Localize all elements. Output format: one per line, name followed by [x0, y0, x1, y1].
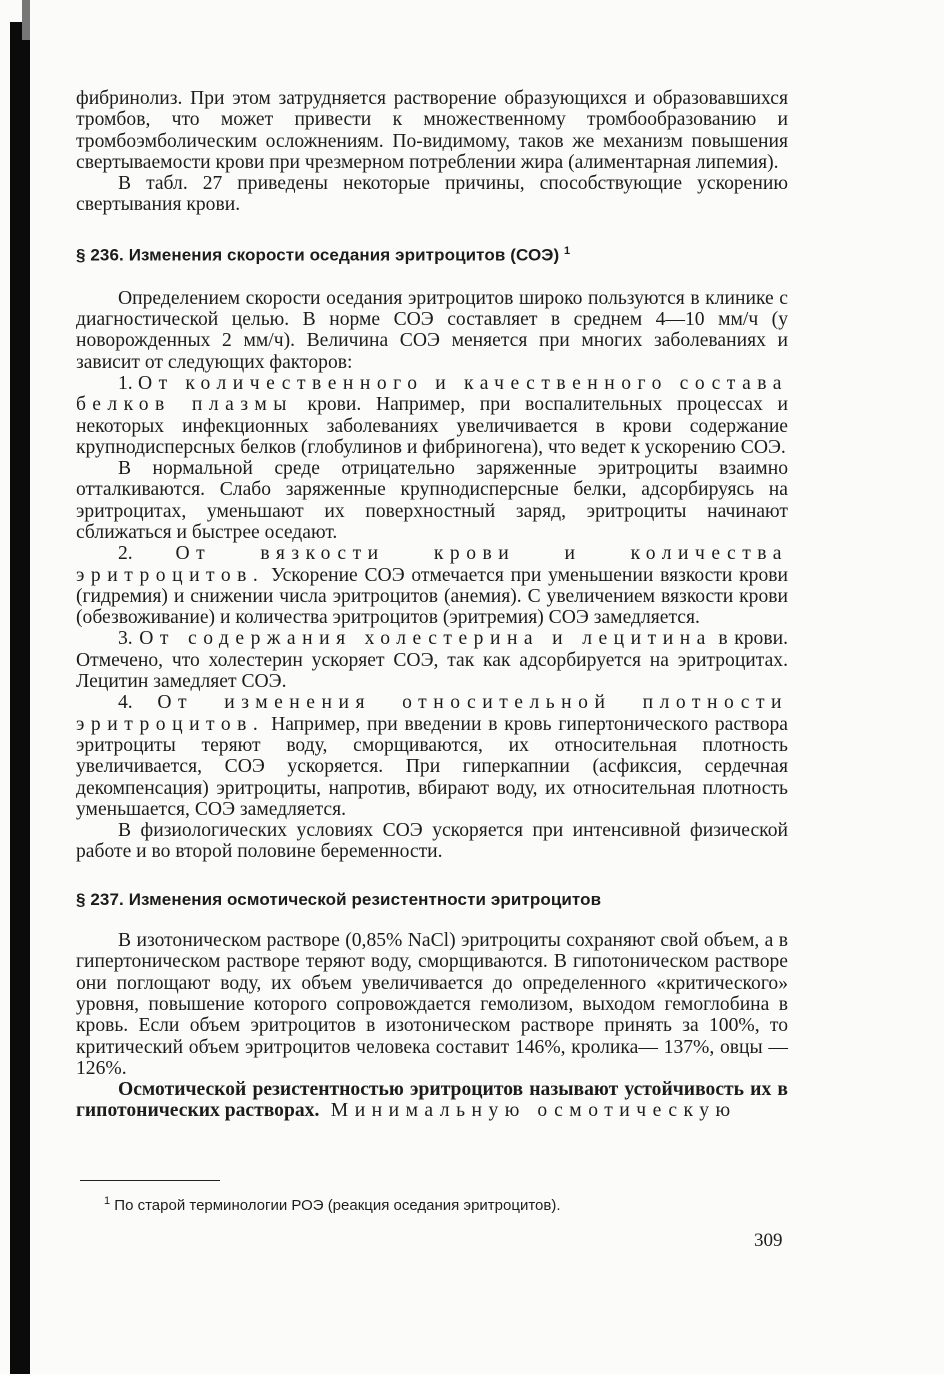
paragraph: фибринолиз. При этом затрудняется растворение образующихся и образовавшихся тромбов, что может привести к множественному тромбообразованию и тромбоэмболическим осложнениям. По-видимому, таков же механизм повышения свертываемости крови при чрезмерном потреблении жира (алиментарная липемия). — [76, 88, 788, 173]
paragraph: В табл. 27 приведены некоторые причины, способствующие ускорению свертывания крови. — [76, 173, 788, 216]
footnote-mark: 1 — [564, 244, 571, 257]
footnote-mark: 1 — [104, 1195, 111, 1207]
scan-border-top — [22, 0, 30, 40]
footnote-text: По старой терминологии РОЭ (реакция оседания эритроцитов). — [114, 1197, 561, 1214]
emphasis-text: От вязкости крови и количества эритроцитов. — [76, 543, 788, 586]
section-heading-237: § 237. Изменения осмотической резистентности эритроцитов — [76, 889, 602, 909]
emphasis-text: Минимальную осмотическую — [319, 1100, 737, 1122]
paragraph-text: Ускорение СОЭ отмечается при уменьшении вязкости крови (гидремия) и снижении числа эритроцитов (анемия). С увеличением вязкости крови (обезвоживание) и количества эритроцитов (эритремия) СОЭ замедляется. — [76, 564, 788, 629]
scan-border — [10, 22, 30, 1374]
paragraph: В физиологических условиях СОЭ ускоряется при интенсивной физической работе и во второй половине беременности. — [76, 820, 788, 863]
page-body — [76, 88, 788, 1122]
list-number: 1. — [118, 372, 133, 394]
paragraph-text: в крови. Отмечено, что холестерин ускоряет СОЭ, так как адсорбируется на эритроцитах. Лецитин замедляет СОЭ. — [76, 628, 788, 693]
heading-text: § 236. Изменения скорости оседания эритроцитов (СОЭ) — [76, 245, 560, 265]
list-number: 2. — [118, 543, 133, 565]
definition-paragraph — [76, 1079, 788, 1122]
paragraph-text: Например, при введении в кровь гипертонического раствора эритроциты теряют воду, сморщиваются, их относительная плотность увеличивается, СОЭ ускоряется. При гиперкапнии (асфиксия, сердечная декомпенсация) эритроциты, напротив, вбирают воду, их относительная плотность уменьшается, СОЭ замедляется. — [76, 713, 788, 820]
paragraph: Определением скорости оседания эритроцитов широко пользуются в клинике с диагностической целью. В норме СОЭ составляет в среднем 4—10 мм/ч (у новорожденных 2 мм/ч). Величина СОЭ меняется при многих заболеваниях и зависит от следующих факторов: — [76, 287, 788, 373]
factor-4 — [76, 692, 788, 820]
factor-2 — [76, 543, 788, 628]
emphasis-text: От количественного и качественного состава белков плазмы — [76, 372, 788, 416]
list-number: 3. — [118, 628, 133, 650]
footnote — [104, 1195, 561, 1214]
paragraph: В изотоническом растворе (0,85% NaCl) эритроциты сохраняют свой объем, а в гипертоническом растворе теряют воду, сморщиваются. В гипотоническом растворе они поглощают воду, их объем увеличивается до определенного «критического» уровня, повышение которого сопровождается гемолизом, выходом гемоглобина в кровь. Если объем эритроцитов в изотоническом растворе принять за 100%, то критический объем эритроцитов человека составит 146%, кролика— 137%, овцы — 126%. — [76, 930, 788, 1079]
footnote-divider — [80, 1180, 220, 1181]
emphasis-text: От изменения относительной плотности эритроцитов. — [76, 692, 788, 735]
page-number: 309 — [754, 1230, 783, 1251]
emphasis-text: От содержания холестерина и лецитина — [139, 628, 712, 650]
definition-text: Осмотической резистентностью эритроцитов называют устойчивость их в гипотонических растворах. — [76, 1079, 788, 1122]
paragraph: В нормальной среде отрицательно заряженные эритроциты взаимно отталкиваются. Слабо заряженные крупнодисперсные белки, адсорбируясь на эритроцитах, уменьшают их поверхностный заряд, эритроциты начинают сближаться и быстрее оседают. — [76, 458, 788, 543]
section-heading-236 — [76, 241, 788, 266]
list-number: 4. — [118, 692, 133, 714]
paragraph-text: крови. Например, при воспалительных процессах и некоторых инфекционных заболеваниях увеличивается в крови содержание крупнодисперсных белков (глобулинов и фибриногена), что ведет к ускорению СОЭ. — [76, 394, 788, 458]
factor-1 — [76, 373, 788, 458]
factor-3 — [76, 628, 788, 692]
